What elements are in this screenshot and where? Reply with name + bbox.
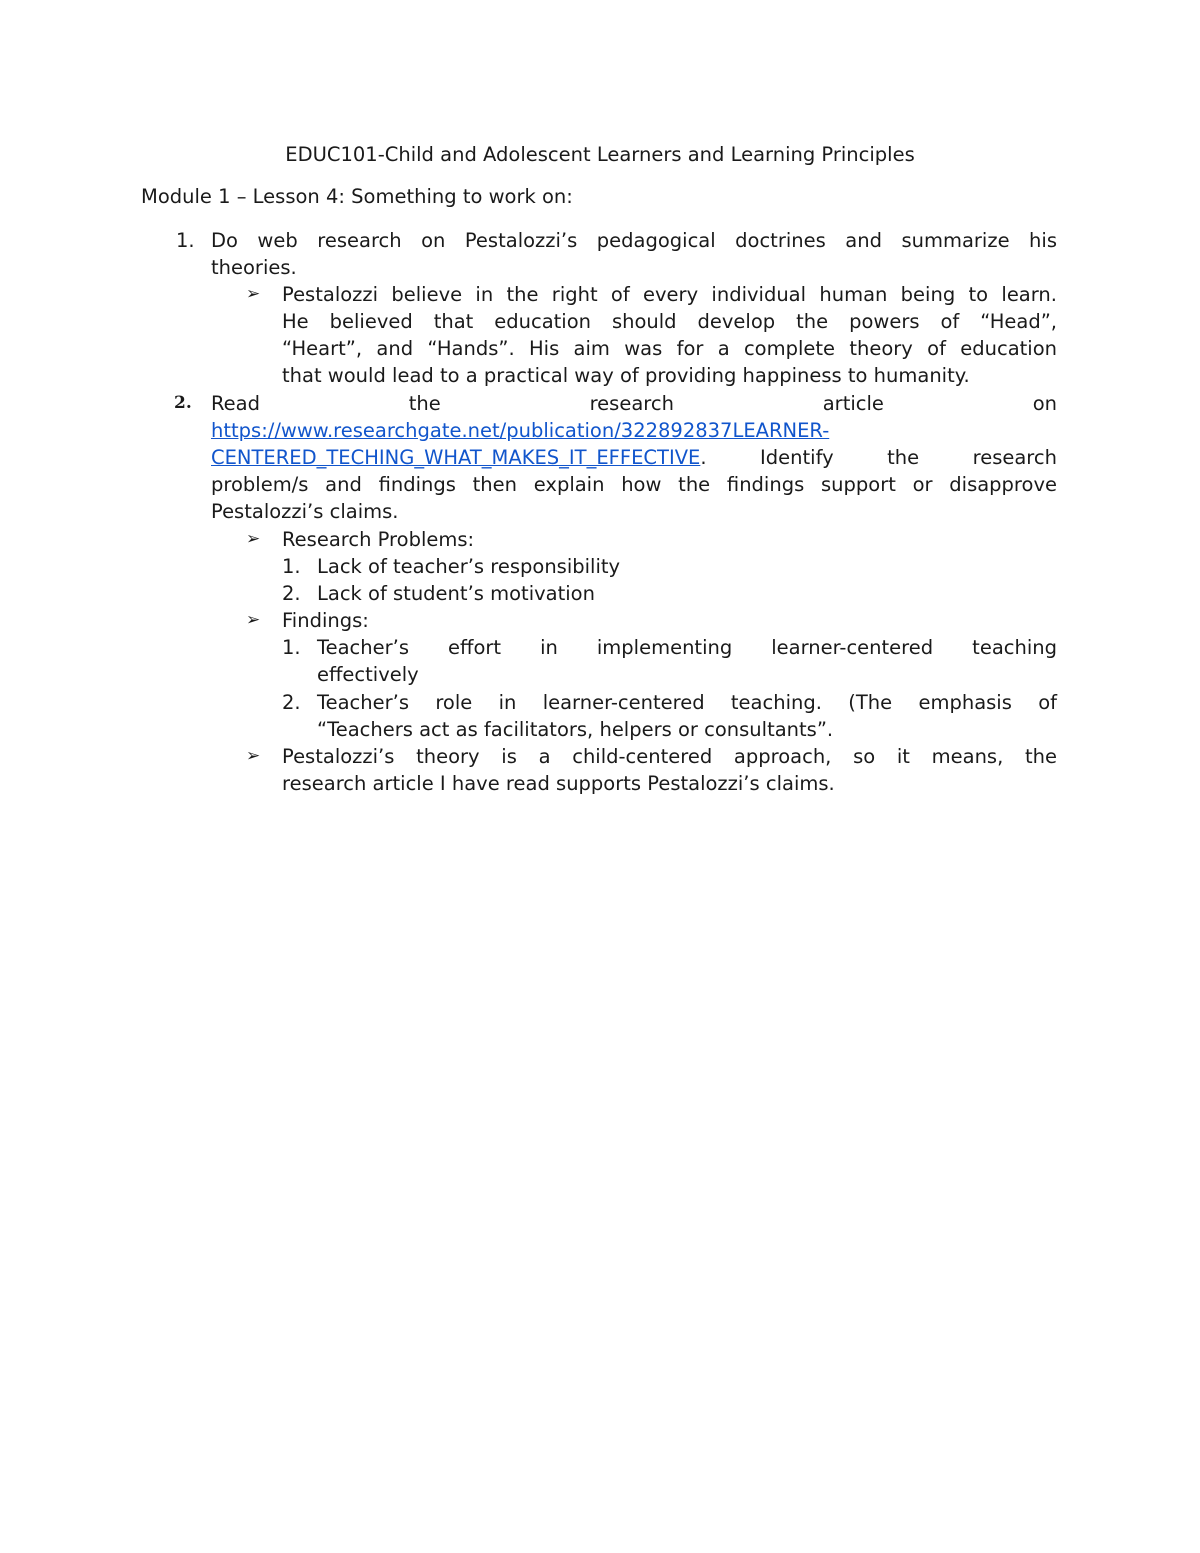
module-heading: Module 1 – Lesson 4: Something to work on: (141, 185, 573, 208)
finding-text: effectively (317, 663, 419, 686)
after-link-text (700, 444, 1057, 471)
sub-number: 2. (282, 582, 301, 605)
item-text: Do web research on Pestalozzi’s pedagogical doctrines and summarize his (211, 229, 1057, 252)
research-link[interactable] (211, 417, 829, 444)
item-text: problem/s and findings then explain how the findings support or disapprove (211, 473, 1057, 496)
read-line (211, 390, 1057, 417)
word: article (822, 392, 884, 415)
word: Read (211, 392, 260, 415)
research-problem-text: Lack of teacher’s responsibility (317, 555, 621, 578)
findings-label: Findings: (282, 609, 369, 632)
answer-text: Pestalozzi believe in the right of every individual human being to learn. (282, 283, 1057, 306)
sub-number: 1. (282, 636, 301, 659)
conclusion-text: Pestalozzi’s theory is a child-centered approach, so it means, the (282, 745, 1057, 768)
answer-text: that would lead to a practical way of providing happiness to humanity. (282, 364, 970, 387)
item-text: theories. (211, 256, 297, 279)
arrow-bullet-icon: ➢ (246, 610, 261, 630)
arrow-bullet-icon: ➢ (246, 284, 261, 304)
word: Identify (760, 446, 834, 469)
document-title: EDUC101-Child and Adolescent Learners and Learning Principles (285, 143, 915, 166)
arrow-bullet-icon: ➢ (246, 746, 261, 766)
arrow-bullet-icon: ➢ (246, 529, 261, 549)
word: the (408, 392, 441, 415)
research-link-text[interactable]: https://www.researchgate.net/publication/322892837LEARNER- (211, 419, 830, 442)
word: on (1032, 392, 1057, 415)
answer-text: He believed that education should develop the powers of “Head”, (282, 310, 1057, 333)
word: the (887, 446, 920, 469)
word: . (700, 446, 707, 469)
research-link-text[interactable]: CENTERED_TECHING_WHAT_MAKES_IT_EFFECTIVE (211, 446, 701, 469)
finding-text: “Teachers act as facilitators, helpers or consultants”. (317, 718, 834, 741)
sub-number: 1. (282, 555, 301, 578)
item-text: Pestalozzi’s claims. (211, 500, 399, 523)
sub-number: 2. (282, 691, 301, 714)
conclusion-text: research article I have read supports Pestalozzi’s claims. (282, 772, 835, 795)
research-problem-text: Lack of student’s motivation (317, 582, 595, 605)
word: research (589, 392, 674, 415)
research-problems-label: Research Problems: (282, 528, 475, 551)
answer-text: “Heart”, and “Hands”. His aim was for a complete theory of education (282, 337, 1057, 360)
word: research (972, 446, 1057, 469)
finding-text: Teacher’s role in learner-centered teaching. (The emphasis of (317, 691, 1057, 714)
item-number: 2. (174, 393, 192, 413)
finding-text: Teacher’s effort in implementing learner-centered teaching (317, 636, 1057, 659)
item-number: 1. (176, 229, 195, 252)
link-continuation-line (211, 444, 1057, 471)
